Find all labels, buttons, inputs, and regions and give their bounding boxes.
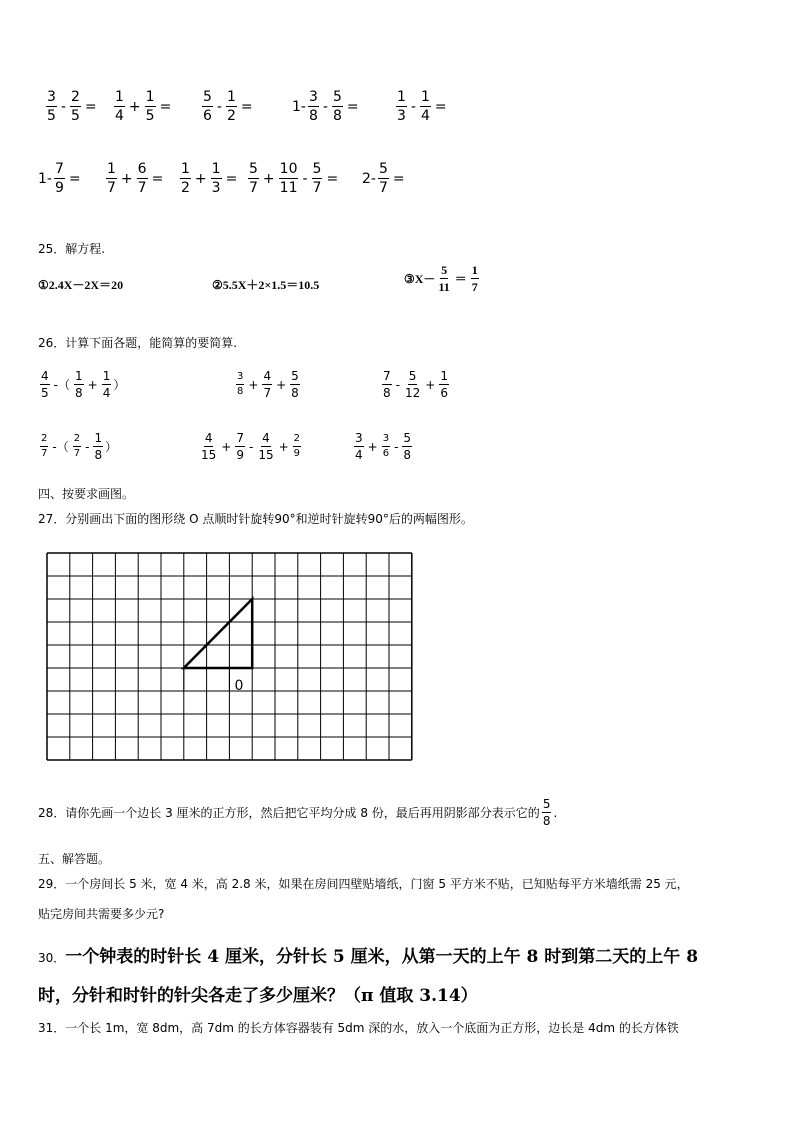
q26-expr-1: $\frac{4}{5}$ -（ $\frac{1}{8}$ + $\frac{1}{4}$ ） — [41, 369, 126, 400]
calc-2-4: $\frac{5}{7}$ + $\frac{10}{11}$ - $\frac{5}{7}$ = — [249, 161, 339, 196]
rotation-grid — [44, 550, 414, 765]
q29-line-2: 贴完房间共需要多少元? — [38, 907, 165, 921]
q27-text: 27．分别画出下面的图形绕 O 点顺时针旋转90°和逆时针旋转90°后的两幅图形。 — [38, 512, 473, 526]
point-o-label: 0 — [234, 678, 244, 694]
calc-2-3: $\frac{1}{2}$ + $\frac{1}{3}$ = — [181, 161, 238, 196]
calc-2-1: 1- $\frac{7}{9}$ = — [38, 161, 81, 196]
q28-text: 28．请你先画一个边长 3 厘米的正方形，然后把它平均分成 8 份，最后再用阴影部分表示它的 $\frac{5}{8}$ . — [38, 797, 558, 828]
calc-2-5: 2- $\frac{5}{7}$ = — [362, 161, 405, 196]
calc-1-4: 1- $\frac{3}{8}$ - $\frac{5}{8}$ = — [292, 89, 359, 124]
triangle-shape — [184, 599, 252, 668]
q26-expr-6: $\frac{3}{4}$ + $\frac{3}{6}$ - $\frac{5}{8}$ — [355, 431, 412, 462]
q26-expr-5: $\frac{4}{15}$ + $\frac{7}{9}$ - $\frac{4}{15}$ + $\frac{2}{9}$ — [201, 431, 301, 462]
q26-expr-3: $\frac{7}{8}$ - $\frac{5}{12}$ + $\frac{1}{6}$ — [383, 369, 448, 400]
section-5-heading: 五、解答题。 — [38, 852, 111, 866]
grid-lines — [47, 553, 412, 760]
q25-eq2: ②5.5X＋2×1.5＝10.5 — [212, 278, 320, 292]
q25-title: 25．解方程. — [38, 242, 106, 256]
q26-expr-2: $\frac{3}{8}$ + $\frac{4}{7}$ + $\frac{5}{8}$ — [237, 369, 299, 400]
q25-eq3: ③X－ $\frac{5}{11}$ ＝ $\frac{1}{7}$ — [404, 263, 478, 294]
q26-expr-4: $\frac{2}{7}$ -（ $\frac{2}{7}$ - $\frac{1}{8}$ ） — [41, 431, 118, 462]
section-4-heading: 四、按要求画图。 — [38, 487, 135, 501]
q29-line-1: 29．一个房间长 5 米，宽 4 米，高 2.8 米，如果在房间四壁贴墙纸，门窗 5 平方米不贴，已知贴每平方米墙纸需 25 元， — [38, 877, 689, 891]
q26-title: 26．计算下面各题，能简算的要简算. — [38, 336, 238, 350]
q25-eq1: ①2.4X－2X＝20 — [38, 278, 124, 292]
q31-text: 31．一个长 1m，宽 8dm，高 7dm 的长方体容器装有 5dm 深的水，放入一个底面为正方形，边长是 4dm 的长方体铁 — [38, 1021, 679, 1035]
calc-1-3: $\frac{5}{6}$ - $\frac{1}{2}$ = — [203, 89, 253, 124]
calc-1-1: $\frac{3}{5}$ - $\frac{2}{5}$ = — [47, 89, 97, 124]
q30-line-2: 时，分针和时针的针尖各走了多少厘米？（π 值取 3.14） — [38, 986, 478, 1006]
q30-line-1: 30．一个钟表的时针长 4 厘米，分针长 5 厘米，从第一天的上午 8 时到第二天的上午 8 — [38, 947, 699, 967]
calc-1-5: $\frac{1}{3}$ - $\frac{1}{4}$ = — [397, 89, 447, 124]
calc-1-2: $\frac{1}{4}$ + $\frac{1}{5}$ = — [115, 89, 172, 124]
calc-2-2: $\frac{1}{7}$ + $\frac{6}{7}$ = — [107, 161, 164, 196]
